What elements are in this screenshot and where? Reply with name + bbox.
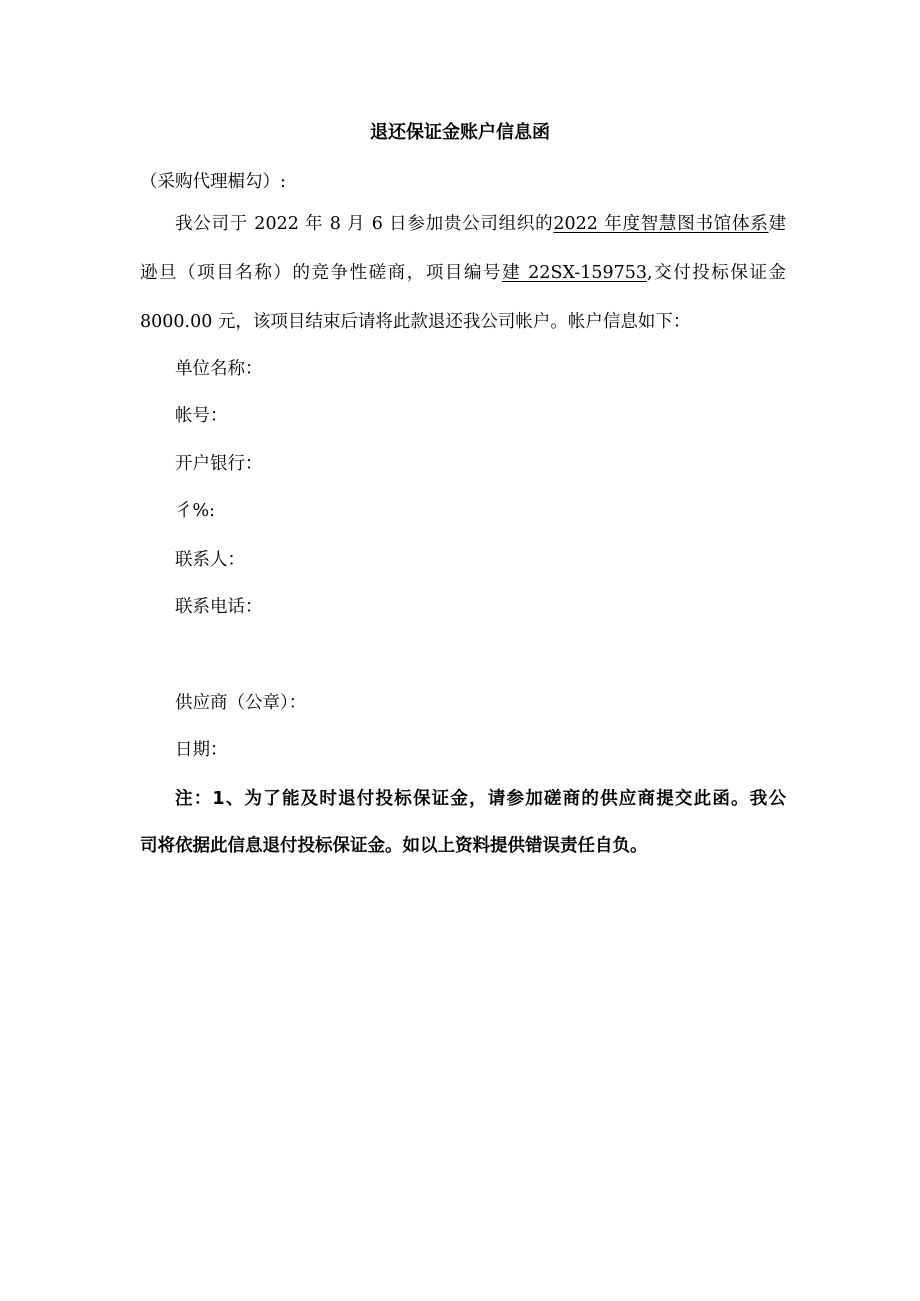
field-phone: 联系电话： (175, 597, 263, 617)
body-line-1-text: 我公司于 2022 年 8 月 6 日参加贵公司组织的 (175, 214, 554, 234)
body-line-2 (140, 261, 786, 285)
field-unit-name: 单位名称： (175, 359, 263, 379)
note-line-1: 注：1、为了能及时退付投标保证金，请参加磋商的供应商提交此函。我公 (175, 789, 786, 809)
body-line-2-end: ,交付投标保证金 (647, 263, 786, 283)
field-account-number: 帐号： (175, 406, 228, 426)
addressee: （采购代理楣勾）: (140, 172, 286, 192)
body-line-1-end: 建 (768, 214, 786, 234)
document-title: 退还保证金账户信息函 (370, 122, 550, 143)
body-line-2-text: 逊旦（项目名称）的竞争性磋商，项目编号 (140, 263, 503, 283)
note-line-2: 司将依据此信息退付投标保证金。如以上资料提供错误责任自负。 (140, 836, 648, 856)
project-number-underlined: 建 22SX-159753 (502, 263, 648, 283)
field-bank: 开户银行： (175, 454, 263, 474)
body-line-1 (175, 212, 786, 236)
field-contact: 联系人： (175, 550, 245, 570)
body-line-3: 8000.00 元，该项目结束后请将此款退还我公司帐户。帐户信息如下： (140, 312, 691, 332)
field-garbled: 彳%: (175, 501, 216, 521)
date-field: 日期： (175, 740, 228, 760)
project-name-underlined: 2022 年度智慧图书馆体系 (553, 214, 769, 234)
supplier-seal: 供应商（公章）： (175, 693, 307, 713)
